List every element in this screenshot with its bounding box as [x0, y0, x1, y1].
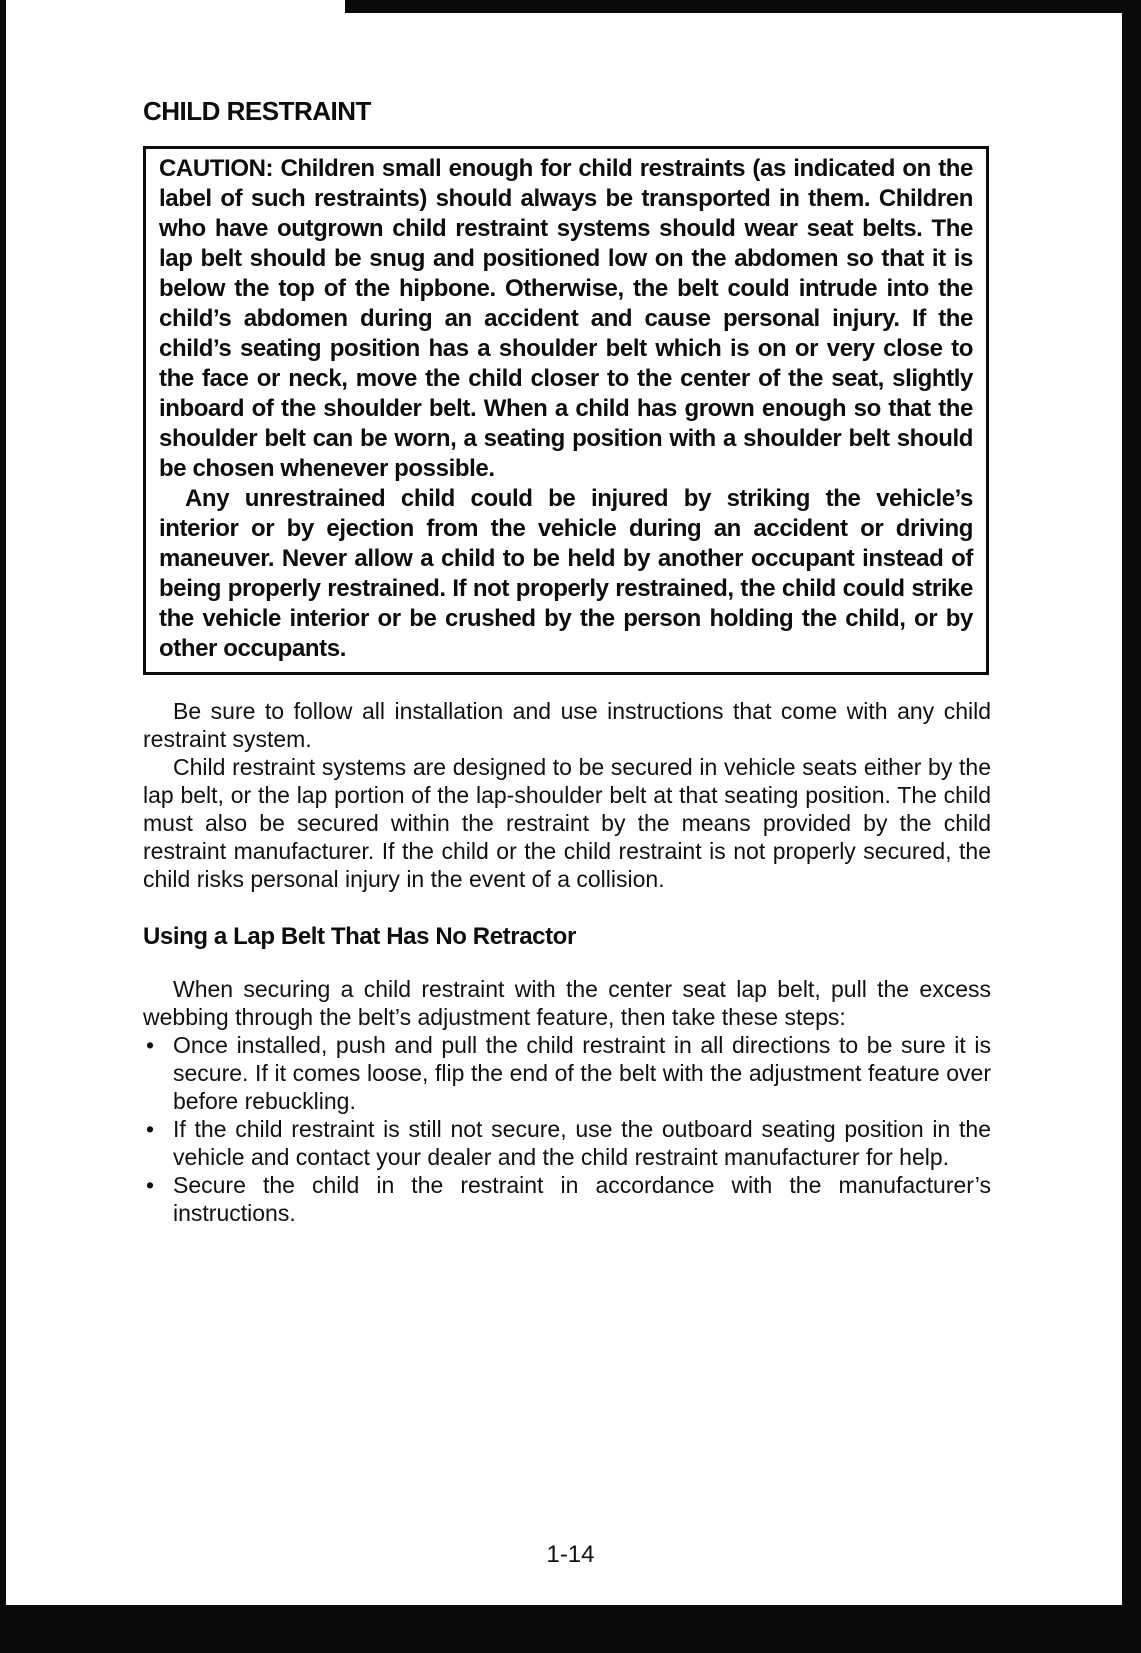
caution-paragraph: CAUTION: Children small enough for child restraints (as indicated on the label of such restraints) should always be transported in them. Children who have outgrown child restraint systems should wear seat belts. The lap belt should be snug and positioned low on the abdomen so that it is below the top of the hipbone. Otherwise, the belt could intrude into the child’s abdomen during an accident and cause personal injury. If the child’s seating position has a shoulder belt which is on or very close to the face or neck, move the child closer to the center of the seat, slightly inboard of the shoulder belt. When a child has grown enough so that the shoulder belt can be worn, a seating position with a shoulder belt should be chosen whenever possible.: [159, 155, 973, 482]
list-item-text: Secure the child in the restraint in accordance with the manufacturer’s instructions.: [173, 1172, 991, 1226]
body-text: [143, 697, 991, 893]
steps-list: [143, 1031, 991, 1227]
bullet-marker: •: [146, 1172, 155, 1198]
scan-artifact-bottom: [0, 1605, 1141, 1653]
section-heading: Using a Lap Belt That Has No Retractor: [143, 923, 576, 950]
page-title: CHILD RESTRAINT: [143, 96, 371, 126]
bullet-marker: •: [146, 1116, 155, 1142]
page-number: 1-14: [546, 1541, 595, 1568]
page-content: [143, 0, 991, 1227]
caution-paragraph: Any unrestrained child could be injured by striking the vehicle’s interior or by ejection from the vehicle during an accident or driving maneuver. Never allow a child to be held by another occupant instead of being properly restrained. If not properly restrained, the child could strike the vehicle interior or be crushed by the person holding the child, or by other occupants.: [159, 485, 973, 662]
caution-box: [143, 146, 989, 675]
list-item: [143, 1171, 991, 1227]
bullet-marker: •: [146, 1032, 155, 1058]
list-item-text: If the child restraint is still not secure, use the outboard seating position in the vehicle and contact your dealer and the child restraint manufacturer for help.: [173, 1116, 991, 1170]
steps-intro-paragraph: When securing a child restraint with the center seat lap belt, pull the excess webbing through the belt’s adjustment feature, then take these steps:: [143, 976, 991, 1030]
list-item: [143, 1115, 991, 1171]
list-item: [143, 1031, 991, 1115]
list-item-text: Once installed, push and pull the child restraint in all directions to be sure it is secure. If it comes loose, flip the end of the belt with the adjustment feature over before rebuckling.: [173, 1032, 991, 1114]
body-paragraph: Child restraint systems are designed to be secured in vehicle seats either by the lap belt, or the lap portion of the lap-shoulder belt at that seating position. The child must also be secured within the restraint by the means provided by the child restraint manufacturer. If the child or the child restraint is not properly secured, the child risks personal injury in the event of a collision.: [143, 754, 991, 892]
body-paragraph: Be sure to follow all installation and use instructions that come with any child restraint system.: [143, 698, 991, 752]
scan-artifact-right: [1122, 0, 1141, 1653]
scan-artifact-left: [0, 0, 6, 1653]
